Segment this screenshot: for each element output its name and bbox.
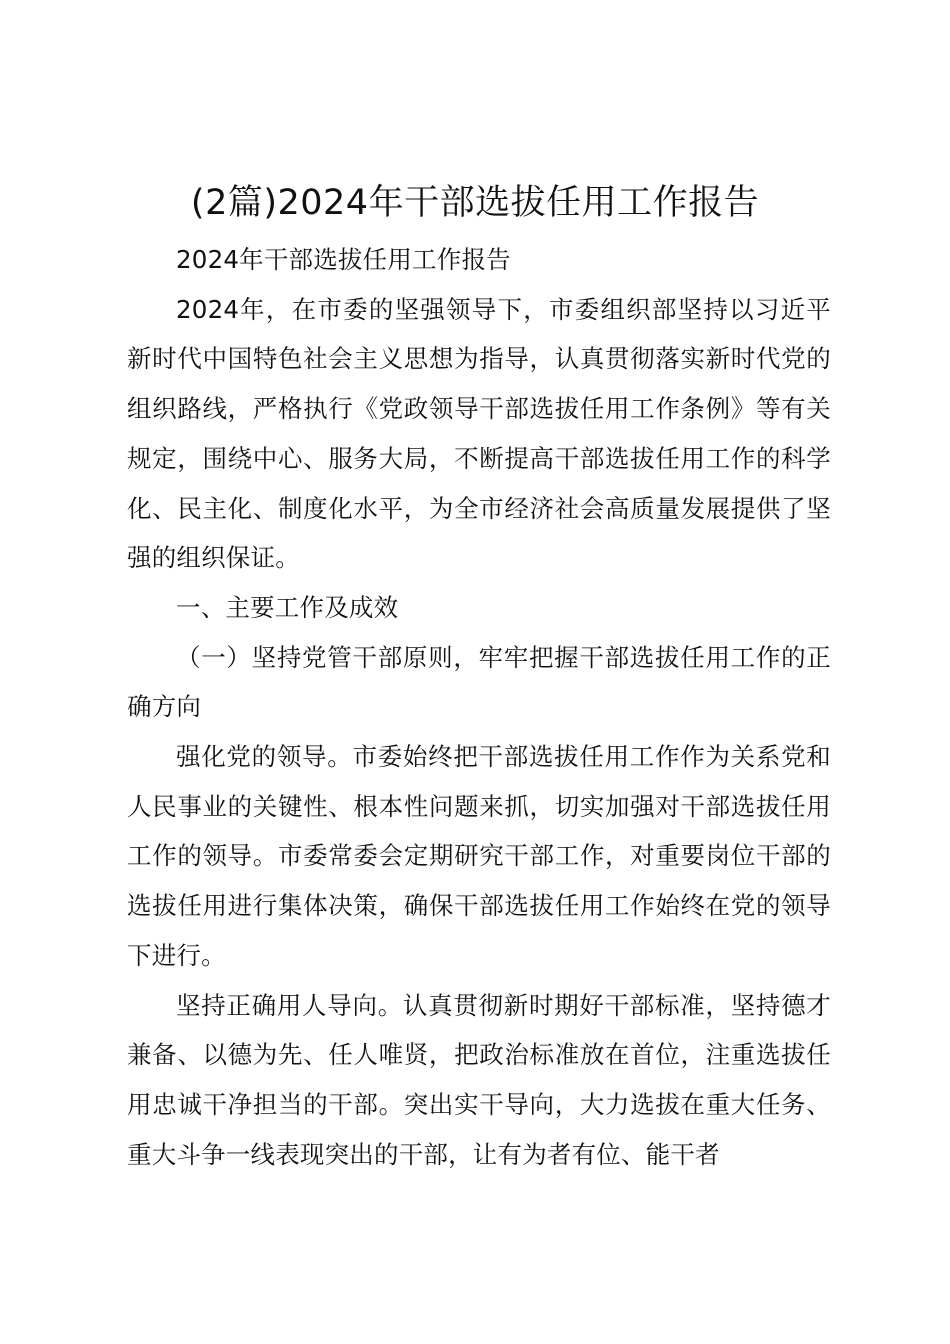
intro-paragraph: 2024年，在市委的坚强领导下，市委组织部坚持以习近平新时代中国特色社会主义思想为指导，认真贯彻落实新时代党的组织路线，严格执行《党政领导干部选拔任用工作条例》等有关规定，围绕中心、服务大局，不断提高干部选拔任用工作的科学化、民主化、制度化水平，为全市经济社会高质量发展提供了坚强的组织保证。	[127, 294, 831, 573]
body-paragraph: 强化党的领导。市委始终把干部选拔任用工作作为关系党和人民事业的关键性、根本性问题来抓，切实加强对干部选拔任用工作的领导。市委常委会定期研究干部工作，对重要岗位干部的选拔任用进行集体决策，确保干部选拔任用工作始终在党的领导下进行。	[127, 742, 831, 970]
document-title: (2篇)2024年干部选拔任用工作报告	[190, 183, 760, 223]
section-heading: 一、主要工作及成效	[176, 592, 399, 622]
body-paragraph: 坚持正确用人导向。认真贯彻新时期好干部标准，坚持德才兼备、以德为先、任人唯贤，把政治标准放在首位，注重选拔任用忠诚干净担当的干部。突出实干导向，大力选拔在重大任务、重大斗争一线表现突出的干部，让有为者有位、能干者	[127, 990, 831, 1169]
subtitle-paragraph: 2024年干部选拔任用工作报告	[176, 245, 511, 274]
subsection-heading: （一）坚持党管干部原则，牢牢把握干部选拔任用工作的正确方向	[127, 642, 831, 722]
document-body	[127, 235, 831, 1179]
